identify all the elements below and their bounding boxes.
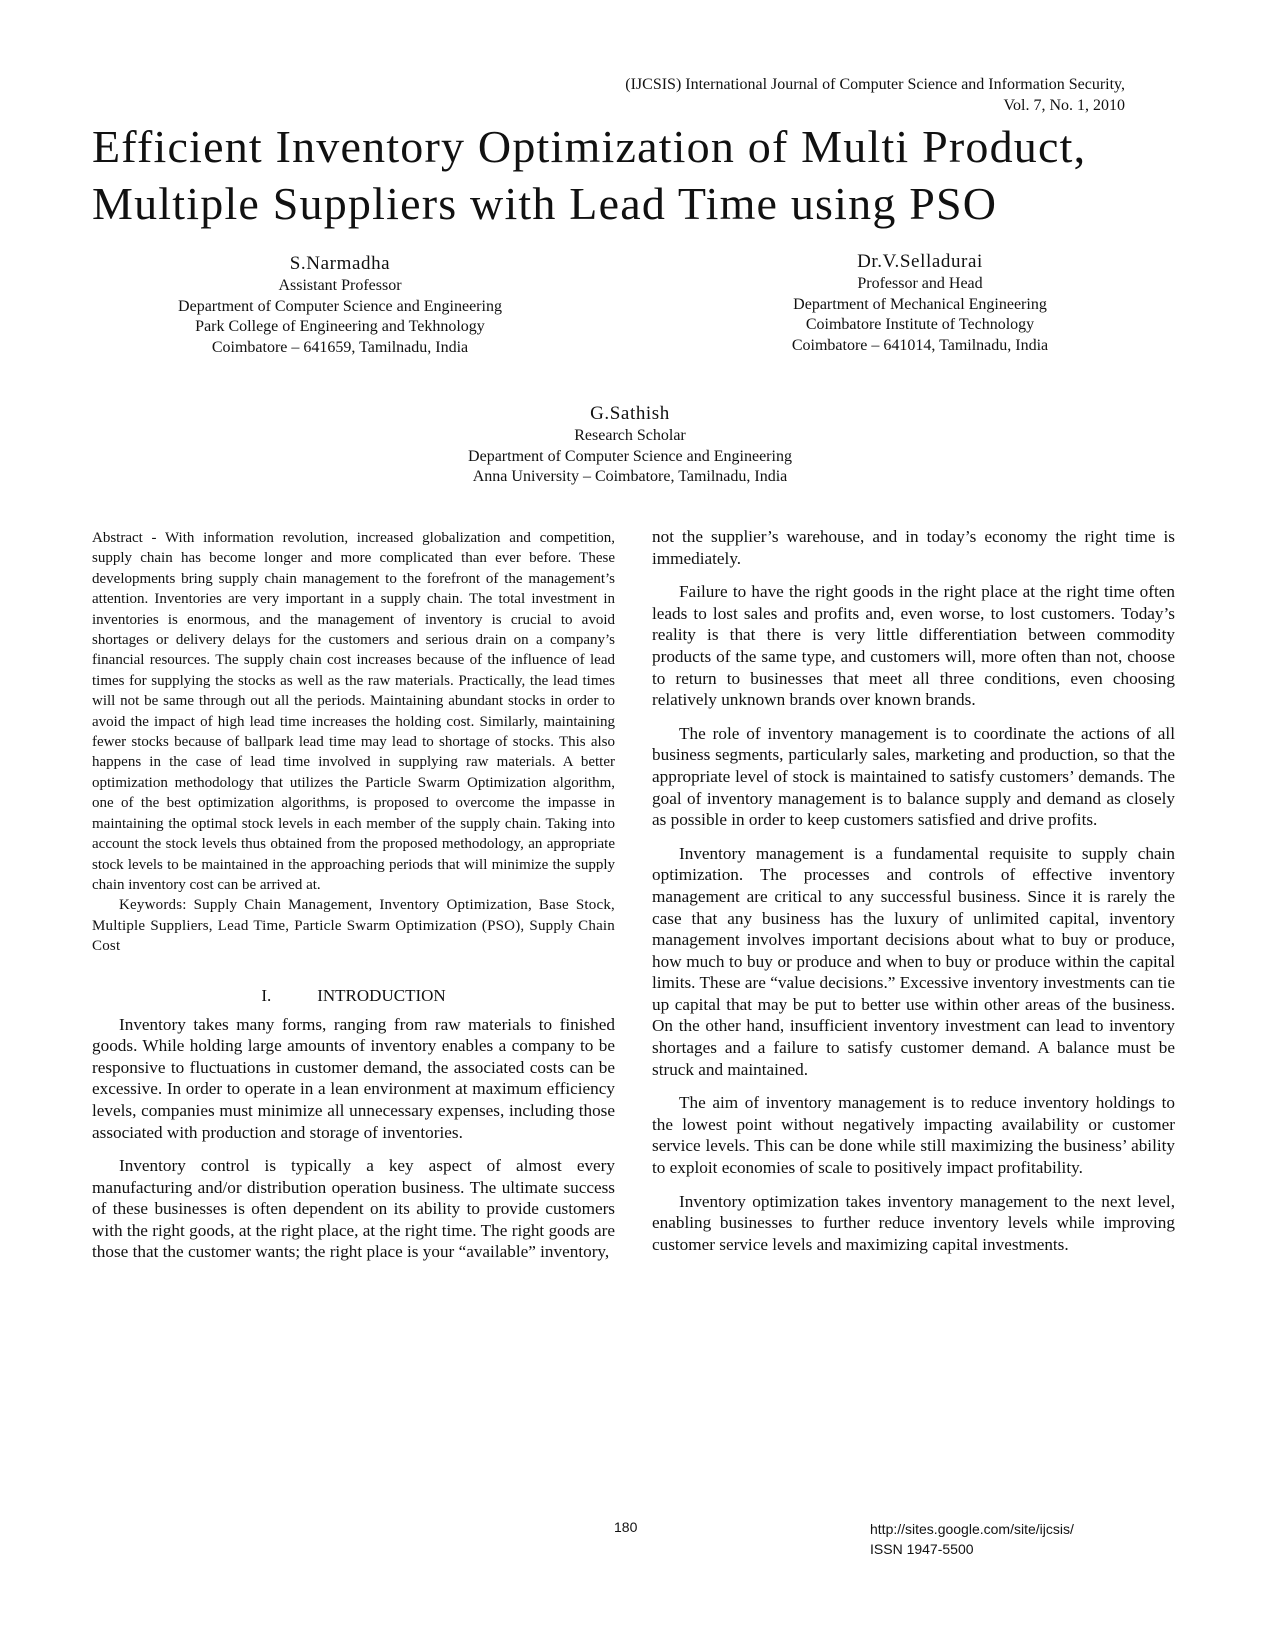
journal-volume: Vol. 7, No. 1, 2010 [1003, 97, 1125, 114]
author-role: Assistant Professor [278, 277, 402, 294]
author-department: Department of Computer Science and Engineering [178, 297, 502, 315]
title-line-1: Efficient Inventory Optimization of Multi Product, [92, 121, 1087, 172]
author-address: Coimbatore – 641659, Tamilnadu, India [211, 338, 469, 356]
keywords: Keywords: Supply Chain Management, Inventory Optimization, Base Stock, Multiple Suppliers, Lead Time, Particle Swarm Optimization (PSO), Supply Chain Cost [92, 897, 615, 955]
right-column [652, 526, 1175, 1267]
author-block-1 [140, 252, 540, 358]
paper-title [92, 118, 1192, 232]
title-line-2: Multiple Suppliers with Lead Time using PSO [92, 178, 998, 229]
author-block-3 [420, 402, 840, 488]
author-role: Professor and Head [857, 275, 983, 292]
page-number: 180 [614, 1519, 638, 1535]
body-paragraph: Inventory optimization takes inventory management to the next level, enabling businesses to further reduce inventory levels while improving customer service levels and maximizing capital investments. [652, 1191, 1175, 1254]
author-institution: Coimbatore Institute of Technology [805, 316, 1035, 333]
author-name: S.Narmadha [289, 253, 391, 274]
footer-url: http://sites.google.com/site/ijcsis/ [870, 1521, 1074, 1537]
body-paragraph: Failure to have the right goods in the right place at the right time often leads to lost sales and profits and, even worse, to lost customers. Today’s reality is that there is very little differentiation between commodity products of the same type, and customers will, more often than not, choose to return to businesses that meet all three conditions, even choosing relatively unknown brands over known brands. [652, 582, 1175, 710]
footer-issn: ISSN 1947-5500 [870, 1541, 974, 1557]
author-institution: Park College of Engineering and Tekhnology [195, 318, 485, 335]
section-heading-introduction [92, 985, 615, 1007]
body-paragraph: Inventory management is a fundamental requisite to supply chain optimization. The processes and controls of effective inventory management are critical to any successful business. Since it is rarely the case that any business has the luxury of unlimited capital, inventory management involves important decisions about what to buy or produce, how much to buy or produce and when to buy or produce within the capital limits. These are “value decisions.” Excessive inventory investments can tie up capital that may be put to better use within other areas of the business. On the other hand, insufficient inventory investment can lead to inventory shortages and a failure to satisfy customer demand. A balance must be struck and maintained. [652, 843, 1175, 1079]
body-paragraph: The aim of inventory management is to reduce inventory holdings to the lowest point without negatively impacting availability or customer service levels. This can be done while still maximizing the business’ ability to exploit economies of scale to positively impact profitability. [652, 1093, 1175, 1178]
body-paragraph: The role of inventory management is to coordinate the actions of all business segments, particularly sales, marketing and production, so that the appropriate level of stock is maintained to satisfy customers’ demands. The goal of inventory management is to balance supply and demand as closely as possible in order to keep customers satisfied and drive profits. [652, 723, 1175, 830]
abstract: Abstract - With information revolution, increased globalization and competition, supply chain has become longer and more complicated than ever before. These developments bring supply chain management to the forefront of the management’s attention. Inventories are very important in a supply chain. The total investment in inventories is enormous, and the management of inventory is crucial to avoid shortages or delivery delays for the customers and serious drain on a company’s financial resources. The supply chain cost increases because of the influence of lead times for supplying the stocks as well as the raw materials. Practically, the lead times will not be same through out all the periods. Maintaining abundant stocks in order to avoid the impact of high lead time increases the holding cost. Similarly, maintaining fewer stocks because of ballpark lead time may lead to shortage of stocks. This also happens in the case of lead time involved in supplying raw materials. A better optimization methodology that utilizes the Particle Swarm Optimization algorithm, one of the best optimization algorithms, is proposed to overcome the impasse in maintaining the optimal stock levels in each member of the supply chain. Taking into account the stock levels thus obtained from the proposed methodology, an appropriate stock levels to be maintained in the approaching periods that will minimize the supply chain inventory cost can be arrived at. [92, 530, 615, 893]
left-column [92, 528, 615, 1275]
author-block-2 [720, 250, 1120, 356]
author-department: Department of Mechanical Engineering [793, 295, 1047, 313]
author-address: Coimbatore – 641014, Tamilnadu, India [791, 336, 1049, 354]
author-name: G.Sathish [590, 403, 670, 424]
footer-info [870, 1519, 1074, 1559]
body-paragraph: Inventory control is typically a key aspect of almost every manufacturing and/or distribution operation business. The ultimate success of these businesses is often dependent on its ability to provide customers with the right goods, at the right place, at the right time. The right goods are those that the customer wants; the right place is your “available” inventory, [92, 1156, 615, 1262]
author-department: Department of Computer Science and Engineering [468, 447, 792, 465]
body-paragraph: Inventory takes many forms, ranging from raw materials to finished goods. While holding large amounts of inventory enables a company to be responsive to fluctuations in customer demand, the associated costs can be excessive. In order to operate in a lean environment at maximum efficiency levels, companies must minimize all unnecessary expenses, including those associated with production and storage of inventories. [92, 1014, 615, 1142]
journal-name: (IJCSIS) International Journal of Computer Science and Information Security, [625, 76, 1125, 93]
body-paragraph-continued: not the supplier’s warehouse, and in today’s economy the right time is immediately. [652, 527, 1175, 568]
author-role: Research Scholar [574, 427, 686, 444]
author-institution: Anna University – Coimbatore, Tamilnadu, India [472, 468, 788, 485]
section-title: INTRODUCTION [317, 985, 446, 1005]
author-name: Dr.V.Selladurai [857, 251, 983, 272]
journal-header [625, 74, 1125, 116]
section-number: I. [261, 985, 272, 1005]
